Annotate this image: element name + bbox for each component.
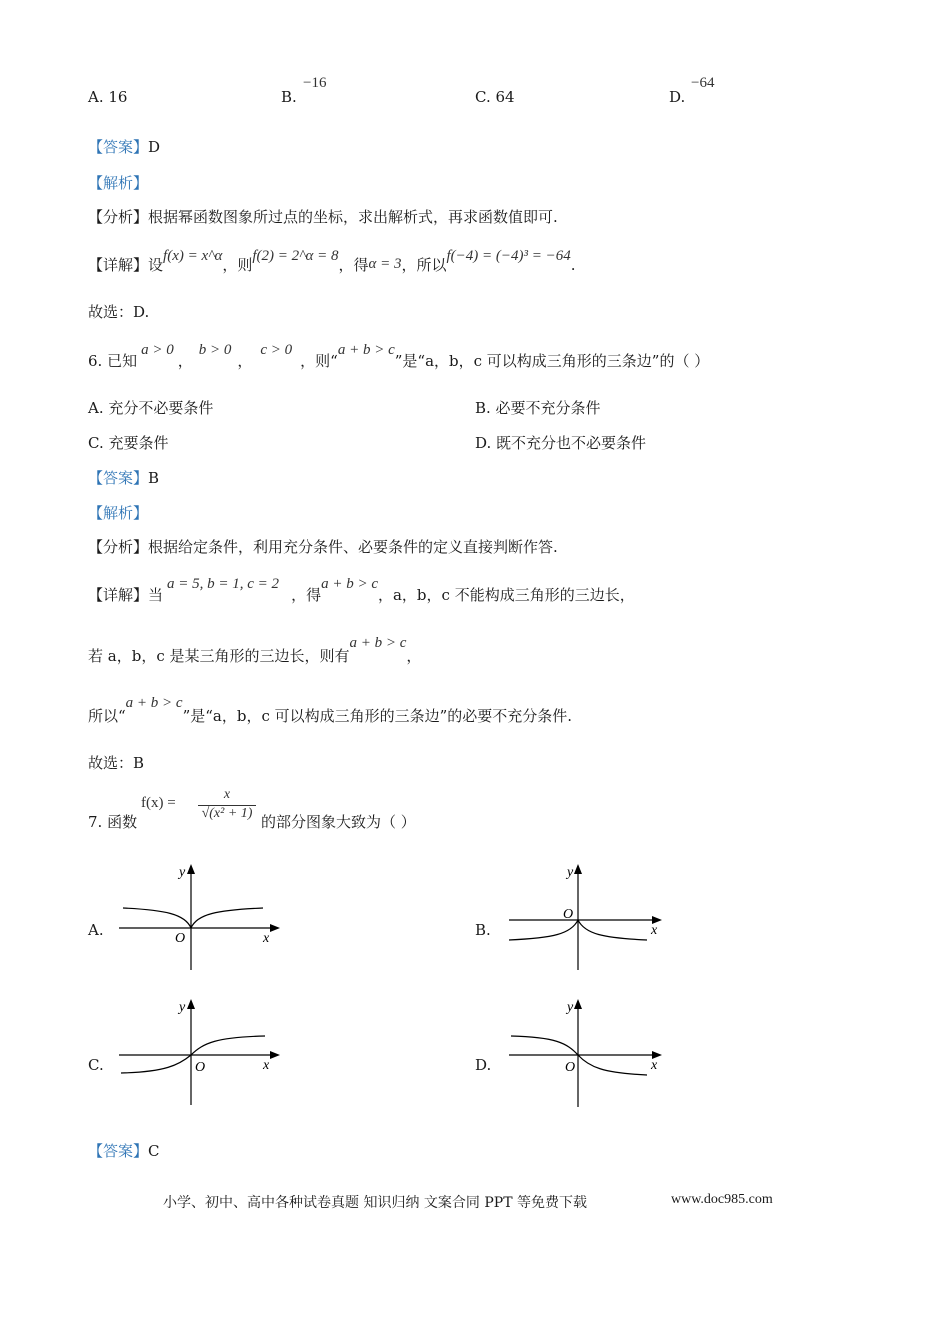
q7-fraction xyxy=(198,787,256,822)
detail-text: . xyxy=(570,256,576,274)
detail-text: ”是“a，b，c 可以构成三角形的三条边”的必要不充分条件. xyxy=(182,707,573,725)
x-axis-label: x xyxy=(651,1058,658,1073)
q7-func: f(x) = xyxy=(141,795,176,811)
stem-text: 6. 已知 xyxy=(88,352,138,370)
detail-text: ，所以 xyxy=(401,256,447,274)
option-d: D. xyxy=(669,88,686,106)
fenxi-tag: 【分析】 xyxy=(88,208,149,226)
q6-answer xyxy=(88,467,159,488)
q6-option-d: D. 既不充分也不必要条件 xyxy=(475,434,647,452)
y-axis-label: y xyxy=(179,865,186,880)
q6-analysis-tag: 【解析】 xyxy=(88,504,149,522)
q6-option-b: B. 必要不充分条件 xyxy=(475,399,601,417)
x-axis-label: x xyxy=(651,923,658,938)
detail-math: α = 3 xyxy=(368,256,402,272)
detail-text: 若 a，b，c 是某三角形的三边长，则有 xyxy=(88,647,350,665)
option-b-math: −16 xyxy=(303,75,327,91)
q5-analysis-tag: 【解析】 xyxy=(88,174,149,192)
detail-text: ，a，b，c 不能构成三角形的三边长， xyxy=(377,586,635,604)
q5-fenxi xyxy=(88,206,558,227)
detail-text: ，得 xyxy=(291,586,322,604)
answer-value: C xyxy=(148,1142,160,1160)
detail-math: f(2) = 2^α = 8 xyxy=(252,248,339,264)
q7-answer xyxy=(88,1140,160,1161)
stem-text: ”是“a，b，c 可以构成三角形的三条边”的（ ） xyxy=(394,352,710,370)
q5-detail xyxy=(88,248,576,275)
q5-conclusion: 故选：D. xyxy=(88,303,150,321)
option-a: A. 16 xyxy=(88,88,128,106)
graph-c-label: C. xyxy=(88,1056,104,1074)
graph-a xyxy=(115,860,285,975)
detail-text: 设 xyxy=(148,256,164,274)
q6-option-a: A. 充分不必要条件 xyxy=(88,399,214,417)
answer-tag: 【答案】 xyxy=(88,1142,149,1160)
q6-stem xyxy=(88,342,710,371)
graph-b-label: B. xyxy=(475,921,491,939)
q7-stem-prefix: 7. 函数 xyxy=(88,813,138,831)
detail-text: ，得 xyxy=(338,256,369,274)
stem-text: ， xyxy=(177,352,193,370)
origin-label: O xyxy=(175,931,186,946)
option-d-math: −64 xyxy=(691,75,715,91)
detail-text: ， xyxy=(406,647,422,665)
origin-label: O xyxy=(563,907,574,922)
answer-tag: 【答案】 xyxy=(88,138,149,156)
option-c: C. 64 xyxy=(475,88,515,106)
answer-value: B xyxy=(148,469,160,487)
stem-math: c > 0 xyxy=(260,342,293,358)
stem-math: a + b > c xyxy=(337,342,395,358)
detail-math: a = 5, b = 1, c = 2 xyxy=(167,576,280,592)
detail-math: a + b > c xyxy=(349,635,407,651)
y-axis-label: y xyxy=(567,1000,574,1015)
detail-math: a + b > c xyxy=(321,576,378,592)
y-axis-label: y xyxy=(567,865,574,880)
fenxi-text: 根据幂函数图象所过点的坐标，求出解析式，再求函数值即可. xyxy=(148,208,558,226)
graph-d xyxy=(505,995,675,1110)
stem-text: ，则“ xyxy=(300,352,338,370)
graph-b xyxy=(505,860,675,975)
option-b: B. xyxy=(281,88,297,106)
stem-math: a > 0 xyxy=(141,342,174,358)
q7-stem-suffix: 的部分图象大致为（ ） xyxy=(261,813,416,831)
footer-url[interactable]: www.doc985.com xyxy=(671,1192,773,1207)
q6-fenxi xyxy=(88,536,558,557)
q6-conclusion: 故选：B xyxy=(88,754,145,772)
q6-line2 xyxy=(88,635,422,666)
graph-a-label: A. xyxy=(88,921,104,939)
fraction-denominator: √(x² + 1) xyxy=(201,806,253,821)
fraction-numerator: x xyxy=(223,787,231,802)
q6-detail xyxy=(88,576,635,605)
x-axis-label: x xyxy=(263,931,270,946)
stem-text: ， xyxy=(237,352,253,370)
answer-tag: 【答案】 xyxy=(88,469,149,487)
detail-math: a + b > c xyxy=(125,695,183,711)
graph-d-label: D. xyxy=(475,1056,492,1074)
q6-option-c: C. 充要条件 xyxy=(88,434,169,452)
origin-label: O xyxy=(195,1060,206,1075)
origin-label: O xyxy=(565,1060,576,1075)
detail-text: 所以“ xyxy=(88,707,126,725)
fenxi-tag: 【分析】 xyxy=(88,538,149,556)
q5-answer xyxy=(88,136,160,157)
y-axis-label: y xyxy=(179,1000,186,1015)
graph-c xyxy=(115,995,285,1110)
detail-text: 当 xyxy=(148,586,164,604)
fenxi-text: 根据给定条件，利用充分条件、必要条件的定义直接判断作答. xyxy=(148,538,558,556)
detail-math: f(x) = x^α xyxy=(163,248,223,264)
q6-line3 xyxy=(88,695,573,726)
detail-text: ，则 xyxy=(222,256,253,274)
detail-tag: 【详解】 xyxy=(88,586,149,604)
x-axis-label: x xyxy=(263,1058,270,1073)
detail-tag: 【详解】 xyxy=(88,256,149,274)
answer-value: D xyxy=(148,138,161,156)
detail-math: f(−4) = (−4)³ = −64 xyxy=(446,248,571,264)
footer-text: 小学、初中、高中各种试卷真题 知识归纳 文案合同 PPT 等免费下载 xyxy=(163,1195,587,1211)
stem-math: b > 0 xyxy=(198,342,232,358)
